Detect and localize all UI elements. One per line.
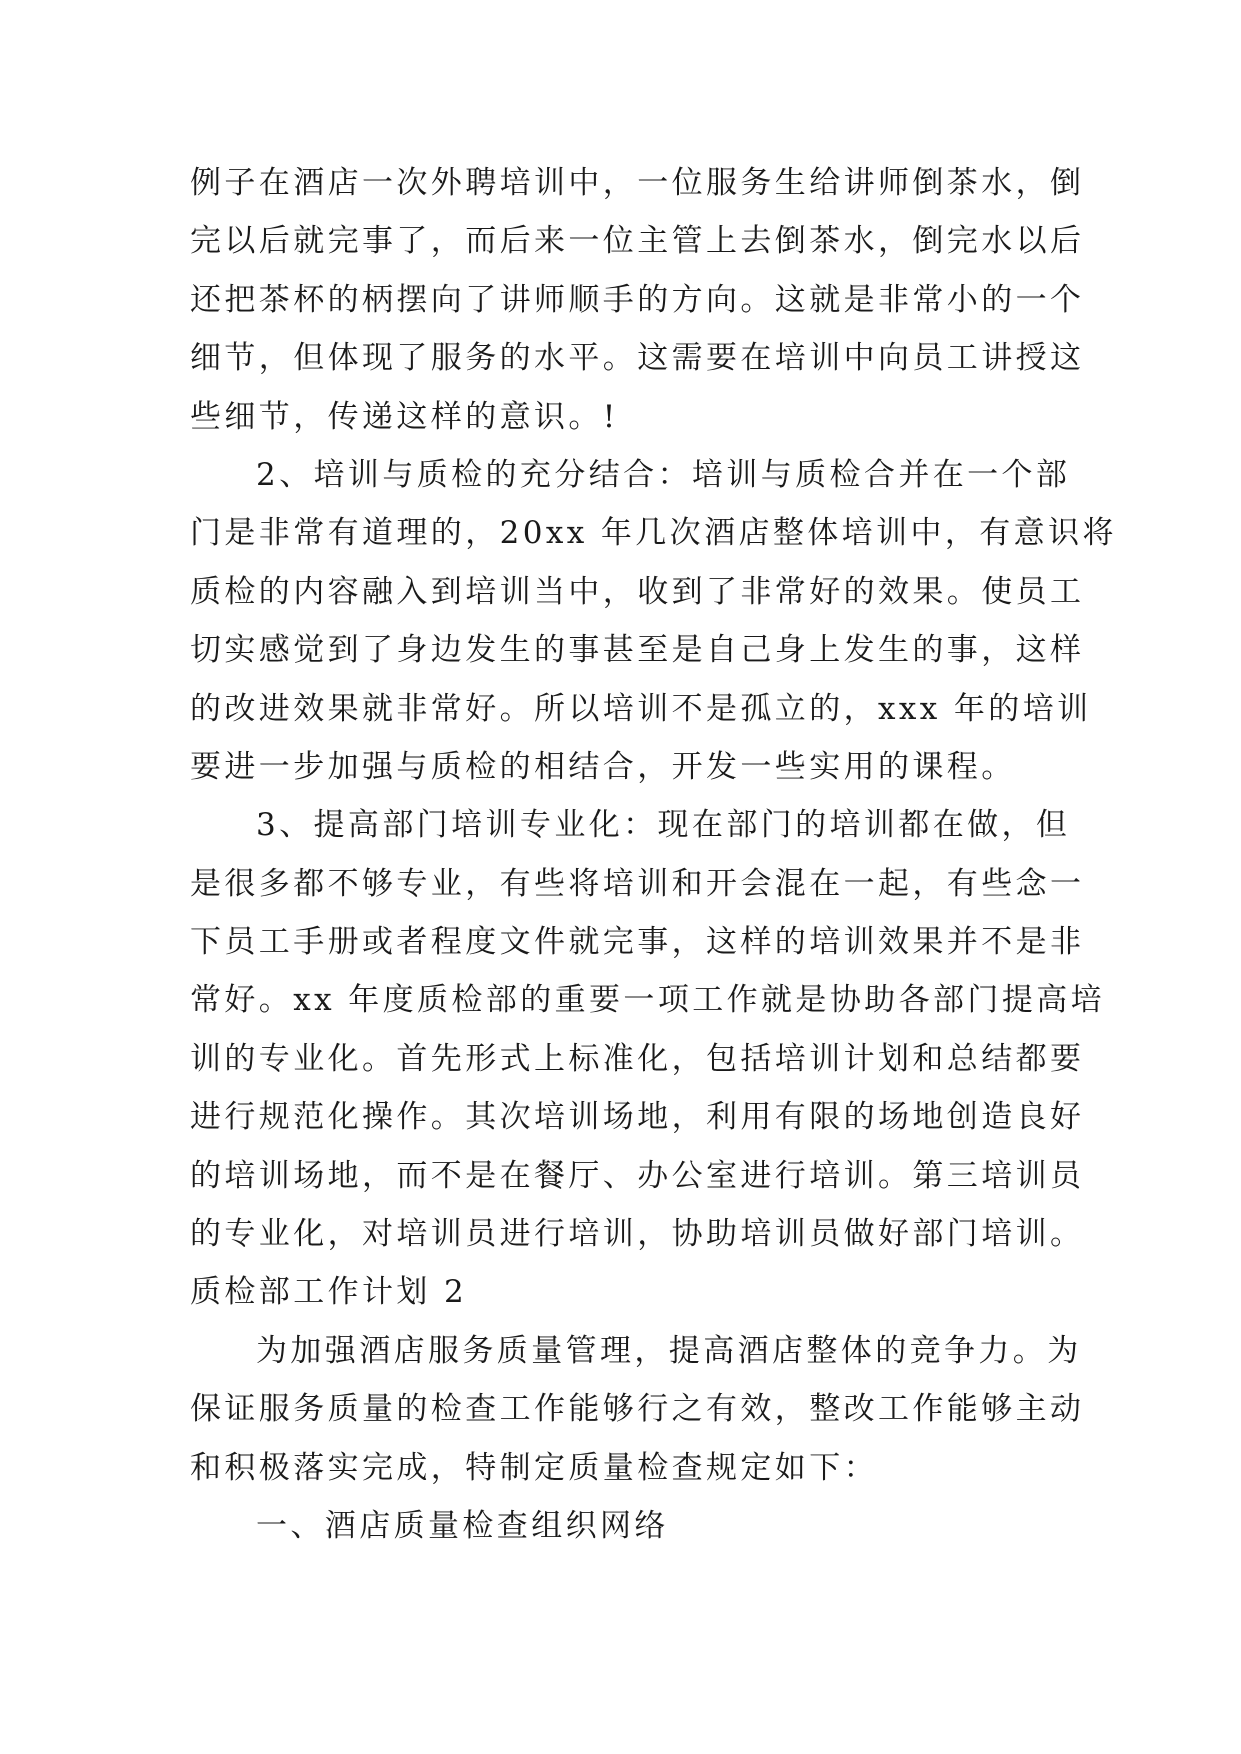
text-line: 例子在酒店一次外聘培训中，一位服务生给讲师倒茶水，倒 — [190, 165, 1085, 201]
text-line: 的改进效果就非常好。所以培训不是孤立的，xxx 年的培训 — [190, 690, 1092, 727]
text-line: 常好。xx 年度质检部的重要一项工作就是协助各部门提高培 — [190, 982, 1106, 1019]
text-line: 质检的内容融入到培训当中，收到了非常好的效果。使员工 — [190, 573, 1085, 610]
text-line: 还把茶杯的柄摆向了讲师顺手的方向。这就是非常小的一个 — [190, 281, 1085, 318]
text-line: 和积极落实完成，特制定质量检查规定如下： — [190, 1449, 878, 1486]
text-line: 完以后就完事了，而后来一位主管上去倒茶水，倒完水以后 — [190, 223, 1085, 260]
text-line: 进行规范化操作。其次培训场地，利用有限的场地创造良好 — [190, 1099, 1085, 1136]
text-line: 下员工手册或者程度文件就完事，这样的培训效果并不是非 — [190, 924, 1085, 961]
text-line: 保证服务质量的检查工作能够行之有效，整改工作能够主动 — [190, 1391, 1085, 1428]
text-line: 切实感觉到了身边发生的事甚至是自己身上发生的事，这样 — [190, 632, 1085, 669]
subsection-heading: 一、酒店质量检查组织网络 — [256, 1507, 669, 1544]
text-line: 的专业化，对培训员进行培训，协助培训员做好部门培训。 — [190, 1216, 1085, 1253]
text-line: 的培训场地，而不是在餐厅、办公室进行培训。第三培训员 — [190, 1157, 1085, 1194]
text-line: 训的专业化。首先形式上标准化，包括培训计划和总结都要 — [190, 1040, 1085, 1077]
paragraph-start-line: 3、提高部门培训专业化：现在部门的培训都在做，但 — [256, 807, 1071, 844]
section-heading: 质检部工作计划 2 — [190, 1274, 468, 1311]
text-line: 是很多都不够专业，有些将培训和开会混在一起，有些念一 — [190, 865, 1085, 902]
document-body — [190, 154, 1117, 1555]
text-line: 门是非常有道理的，20xx 年几次酒店整体培训中，有意识将 — [190, 515, 1117, 552]
paragraph-start-line: 为加强酒店服务质量管理，提高酒店整体的竞争力。为 — [256, 1332, 1082, 1369]
text-line: 细节，但体现了服务的水平。这需要在培训中向员工讲授这 — [190, 340, 1085, 377]
paragraph-start-line: 2、培训与质检的充分结合：培训与质检合并在一个部 — [256, 456, 1071, 493]
text-line: 要进一步加强与质检的相结合，开发一些实用的课程。 — [190, 748, 1016, 785]
text-line: 些细节，传递这样的意识。! — [190, 398, 619, 435]
